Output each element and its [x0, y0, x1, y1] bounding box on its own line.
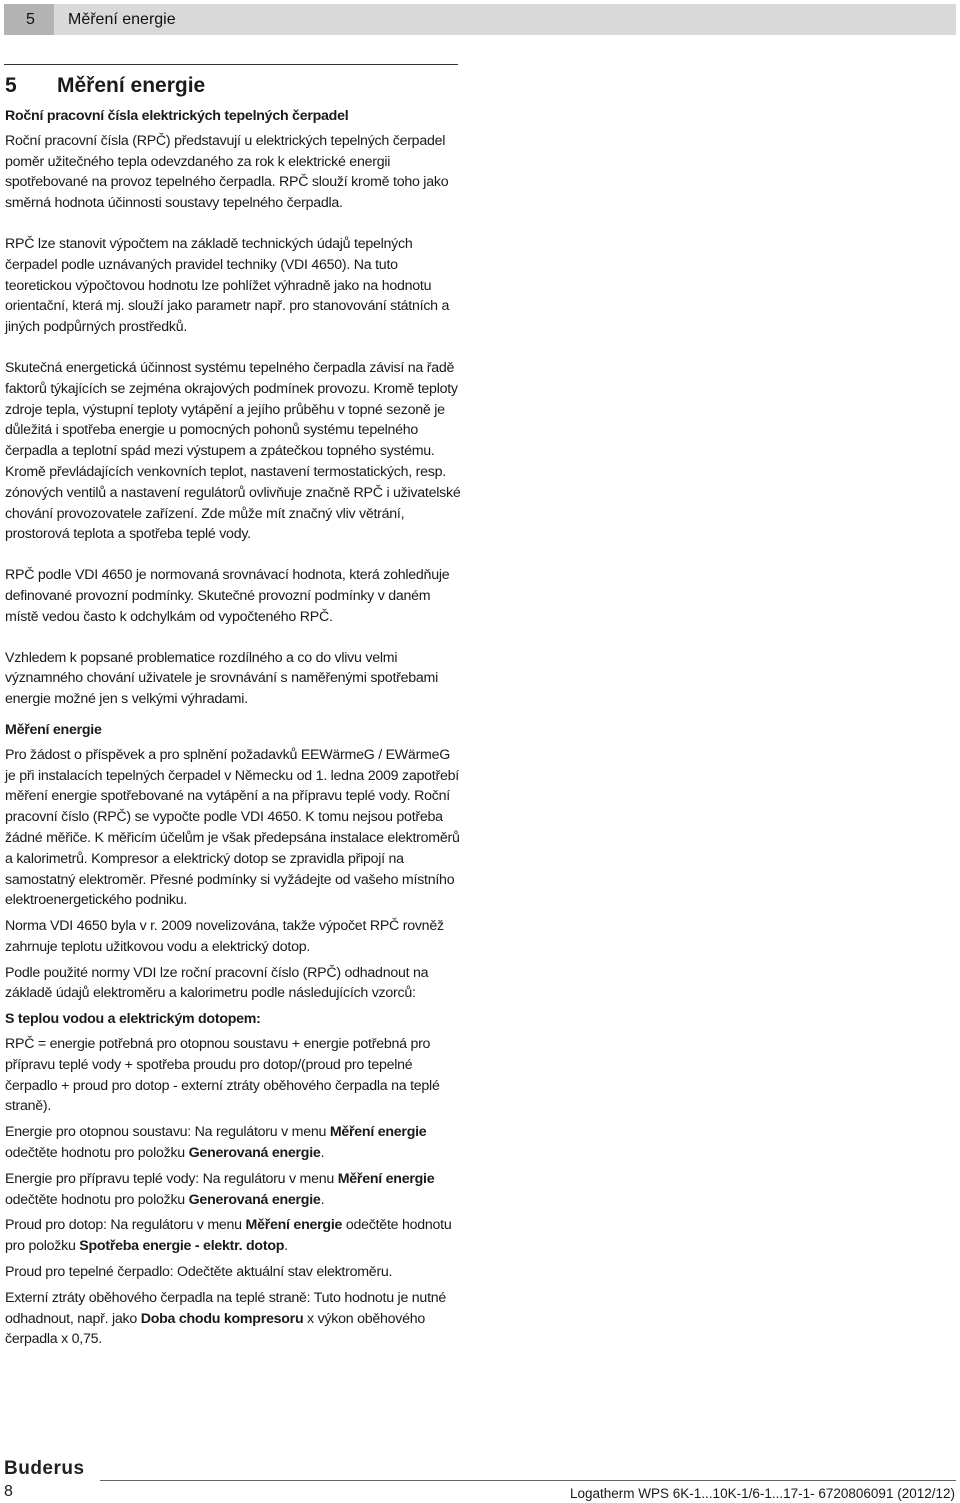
paragraph-formula-intro: Podle použité normy VDI lze roční pracovní číslo (RPČ) odhadnout na základě údajů elektroměru a kalorimetru podle následujících vzorců: [5, 964, 429, 1002]
parameter-name: Doba chodu kompresoru [140, 1310, 304, 1327]
footer-rule [100, 1480, 956, 1481]
paragraph-rpc-calculation: RPČ lze stanovit výpočtem na základě technických údajů tepelných čerpadel podle uznávaných pravidel techniky (VDI 4650). Na tuto teoretickou výpočtovou hodnotu lze pohlížet výhradně jako na hodnotu orientační, která mj. slouží jako parametr např. pro stanovování státních a jiných podpůrných prostředků. [5, 235, 450, 336]
section-title: Měření energie [57, 74, 206, 97]
menu-name: Měření energie [329, 1124, 427, 1141]
rpc-heading: Roční pracovní čísla elektrických tepelných čerpadel [5, 108, 349, 124]
menu-item-name: Generovaná energie [188, 1191, 321, 1208]
menu-item-name: Spotřeba energie - elektr. dotop [79, 1238, 285, 1255]
item-dhw-energy: Energie pro přípravu teplé vody: Na regulátoru v menu Měření energie odečtěte hodnotu pro položku Generovaná energie. [5, 1170, 435, 1208]
menu-item-name: Generovaná energie [188, 1145, 321, 1162]
chapter-header [4, 4, 956, 35]
document-reference: Logatherm WPS 6K-1...10K-1/6-1...17-1- 6720806091 (2012/12) [570, 1486, 955, 1501]
item-heatpump-current: Proud pro tepelné čerpadlo: Odečtěte aktuální stav elektroměru. [5, 1264, 393, 1281]
paragraph-real-efficiency: Skutečná energetická účinnost systému tepelného čerpadla závisí na řadě faktorů týkajících se zejména okrajových podmínek provozu. Kromě teploty zdroje tepla, výstupní teploty vytápění a jejího průběhu v topné sezoně je důležitá i spotřeba energie u pomocných pohonů systému tepelného čerpadla a teplotní spád mezi výstupem a zpátečkou topného systému. Kromě převládajících venkovních teplot, nastavení termostatických, resp. zónových ventilů a nastavení regulátorů ovlivňuje značně RPČ i uživatelské chování provozovatele zařízení. Zde může mít značný vliv větrání, prostorová teplota a spotřeba teplé vody. [5, 359, 461, 543]
paragraph-norm-update: Norma VDI 4650 byla v r. 2009 novelizována, takže výpočet RPČ rovněž zahrnuje teplotu užitkovou vodu a elektrický dotop. [5, 918, 444, 955]
item-pump-losses: Externí ztráty oběhového čerpadla na teplé straně: Tuto hodnotu je nutné odhadnout, např. jako Doba chodu kompresoru x výkon oběhového čerpadla x 0,75. [5, 1289, 447, 1348]
item-dotop-current: Proud pro dotop: Na regulátoru v menu Měření energie odečtěte hodnotu pro položku Spotřeba energie - elektr. dotop. [5, 1217, 452, 1255]
page-number: 8 [4, 1483, 13, 1500]
section-number: 5 [5, 74, 17, 97]
paragraph-rpc-definition: Roční pracovní čísla (RPČ) představují u elektrických tepelných čerpadel poměr užitečného tepla odevzdaného za rok k elektrické energii spotřebované na provoz tepelného čerpadla. RPČ slouží kromě toho jako směrná hodnota účinnosti soustavy tepelného čerpadla. [5, 132, 449, 212]
section-heading [5, 72, 463, 100]
formula-heading: S teplou vodou a elektrickým dotopem: [5, 1011, 261, 1028]
buderus-logo: Buderus [4, 1458, 85, 1479]
main-content [5, 72, 463, 1350]
chapter-number: 5 [26, 10, 35, 28]
paragraph-vdi-4650: RPČ podle VDI 4650 je normovaná srovnávací hodnota, která zohledňuje definované provozní podmínky. Skutečné provozní podmínky v daném místě vedou často k odchylkám od vypočteného RPČ. [5, 567, 450, 625]
measure-heading: Měření energie [5, 721, 102, 738]
chapter-number-box [4, 4, 54, 35]
menu-name: Měření energie [337, 1170, 435, 1187]
menu-name: Měření energie [245, 1217, 343, 1234]
formula-text: RPČ = energie potřebná pro otopnou soustavu + energie potřebná pro přípravu teplé vody + spotřeba proudu pro dotop/(proud pro tepelné čerpadlo + proud pro dotop - externí ztráty oběhového čerpadla na teplé straně). [5, 1036, 440, 1115]
chapter-title: Měření energie [68, 11, 176, 28]
item-heating-energy: Energie pro otopnou soustavu: Na regulátoru v menu Měření energie odečtěte hodnotu pro položku Generovaná energie. [5, 1124, 427, 1162]
paragraph-measure-requirement: Pro žádost o příspěvek a pro splnění požadavků EEWärmeG / EWärmeG je při instalacích tepelných čerpadel v Německu od 1. ledna 2009 zapotřebí měření energie spotřebované na vytápění a na přípravu teplé vody. Roční pracovní číslo (RPČ) se vypočte podle VDI 4650. K tomu nejsou potřeba žádné měřiče. K měřicím účelům je však předepsána instalace elektroměrů a kalorimetrů. Kompresor a elektrický dotop se zpravidla připojí na samostatný elektroměr. Přesné podmínky si vyžádejte od vašeho místního elektroenergetického podniku. [5, 746, 460, 909]
section-rule [4, 64, 458, 65]
paragraph-comparison: Vzhledem k popsané problematice rozdílného a co do vlivu velmi významného chování uživatele je srovnávání s naměřenými spotřebami energie možné jen s velkými výhradami. [5, 649, 438, 708]
